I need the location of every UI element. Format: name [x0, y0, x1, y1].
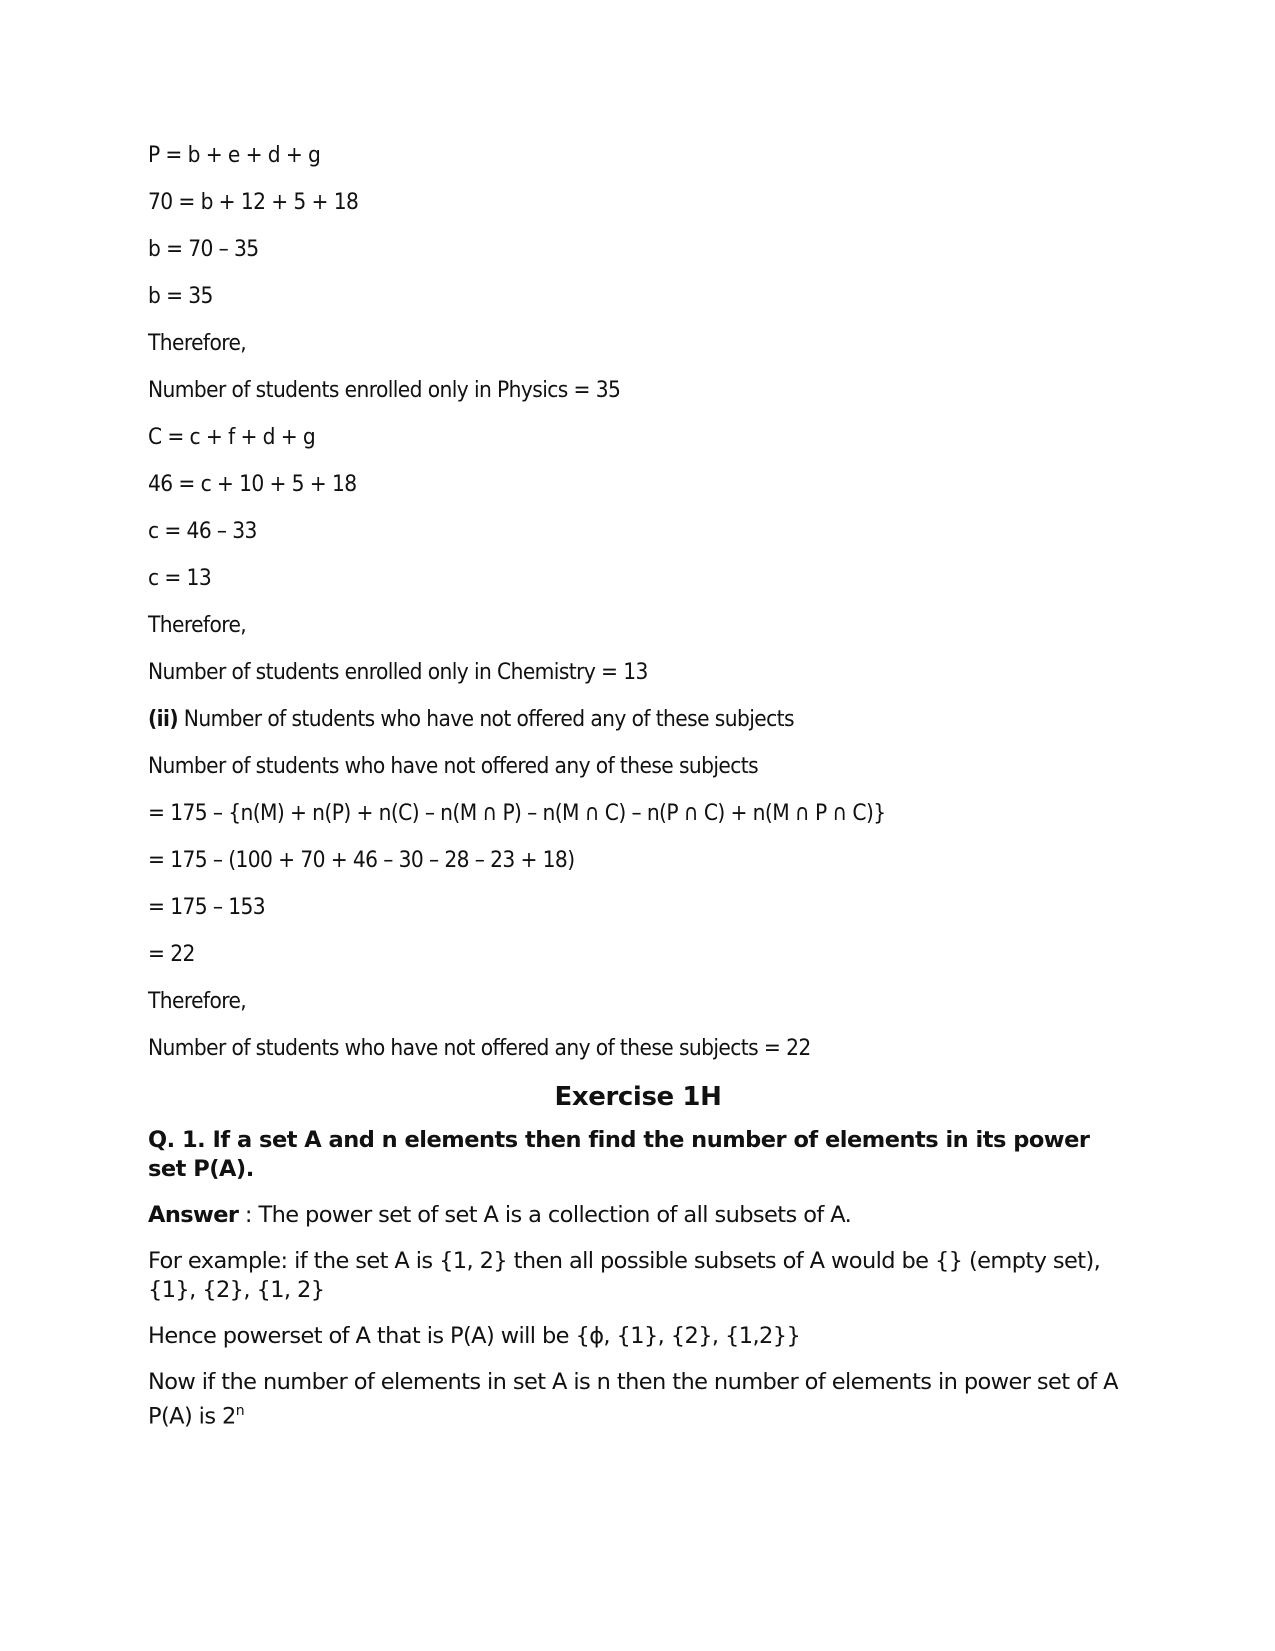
part-ii-heading: [148, 704, 1128, 734]
text-line: Number of students who have not offered any of these subjects: [148, 753, 759, 779]
equation-line: c = 13: [148, 565, 212, 591]
part-label: (ii): [148, 706, 178, 732]
equation-line: 70 = b + 12 + 5 + 18: [148, 189, 359, 215]
exponent: n: [235, 1403, 244, 1419]
result-line: Number of students who have not offered any of these subjects = 22: [148, 1035, 811, 1061]
answer-text: : The power set of set A is a collection of all subsets of A.: [238, 1202, 852, 1228]
equation-line: C = c + f + d + g: [148, 424, 316, 450]
equation-line: = 175 – {n(M) + n(P) + n(C) – n(M ∩ P) – n(M ∩ C) – n(P ∩ C) + n(M ∩ P ∩ C)}: [148, 800, 886, 826]
equation-line: = 175 – 153: [148, 894, 266, 920]
powerset-paragraph: Hence powerset of A that is P(A) will be {ϕ, {1}, {2}, {1,2}}: [148, 1323, 801, 1349]
equation-line: b = 70 – 35: [148, 236, 259, 262]
text-line: Therefore,: [148, 988, 247, 1014]
answer-line: [148, 1201, 1128, 1230]
result-line: Number of students enrolled only in Physics = 35: [148, 377, 621, 403]
text-line: Therefore,: [148, 330, 247, 356]
part-text: Number of students who have not offered any of these subjects: [177, 706, 794, 732]
text-line: Therefore,: [148, 612, 247, 638]
conclusion-text: Now if the number of elements in set A is n then the number of elements in power set of A P(A) is 2: [148, 1369, 1118, 1430]
answer-label: Answer: [148, 1202, 239, 1228]
exercise-heading: Exercise 1H: [554, 1082, 722, 1112]
document-page: [148, 140, 1128, 1449]
equation-line: P = b + e + d + g: [148, 142, 321, 168]
result-line: Number of students enrolled only in Chemistry = 13: [148, 659, 648, 685]
equation-line: b = 35: [148, 283, 213, 309]
conclusion-paragraph: [148, 1368, 1128, 1432]
equation-line: 46 = c + 10 + 5 + 18: [148, 471, 357, 497]
question-text: Q. 1. If a set A and n elements then find the number of elements in its power set P(A).: [148, 1127, 1090, 1182]
equation-line: = 22: [148, 941, 195, 967]
example-paragraph: For example: if the set A is {1, 2} then all possible subsets of A would be {} (empty set), {1}, {2}, {1, 2}: [148, 1248, 1101, 1303]
equation-line: = 175 – (100 + 70 + 46 – 30 – 28 – 23 + 18): [148, 847, 575, 873]
equation-line: c = 46 – 33: [148, 518, 257, 544]
